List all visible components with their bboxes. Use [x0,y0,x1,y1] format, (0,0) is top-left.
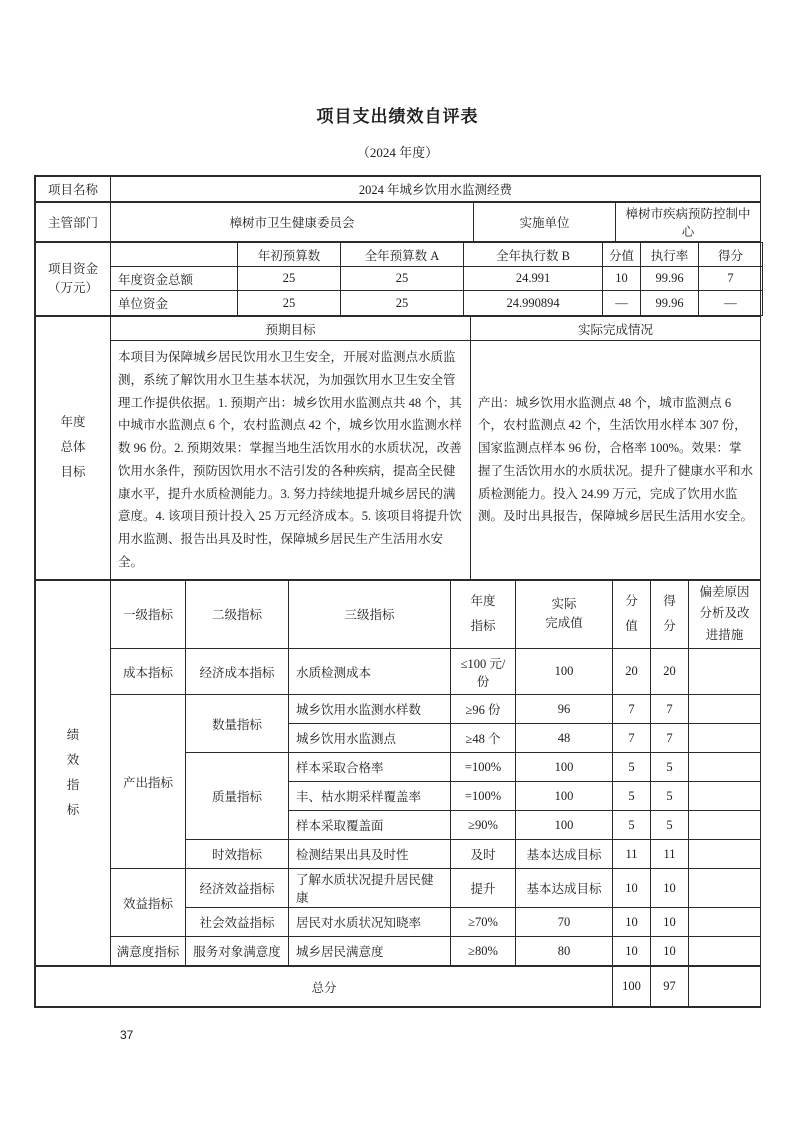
total-score-row [36,967,761,1007]
total-score-table [35,966,761,1007]
expected-goal-text: 本项目为保障城乡居民饮用水卫生安全，开展对监测点水质监测，系统了解饮用水卫生基本状况，为加强饮用水卫生安全管理工作提供依据。1. 预期产出：城乡饮用水监测点共 48 个，其中城市水监测点 6 个，农村监测点 42 个，城乡饮用水监测水样数 96 份。2. 预期效果：掌握当地生活饮用水的水质状况，改善饮用水条件，预防因饮用水不洁引发的各种疾病，提高全民健康水平，提升水质检测能力。3. 努力持续地提升城乡居民的满意度。4. 该项目预计投入 25 万元经济成本。5. 该项目将提升饮用水监测、报告出具及时性，保障城乡居民生产生活用水安全。 [111,341,471,580]
funding-row-label: 年度资金总额 [111,267,238,291]
page-subtitle: （2024 年度） [356,145,439,160]
actual-header-line1: 实际 [551,596,577,611]
dept-value-cell: 樟树市卫生健康委员会 [111,203,474,242]
actual-value-cell: 48 [516,724,613,753]
funding-rate-cell: 99.96 [641,291,699,316]
score-cell: 20 [651,649,689,695]
indicator-row [36,937,761,966]
level3-cell: 城乡居民满意度 [289,937,451,966]
weight-cell: 20 [613,649,651,695]
funding-blank-header-cell [111,243,238,267]
funding-col-header: 全年执行数 B [464,243,603,267]
level3-cell: 样本采取覆盖面 [289,811,451,840]
annual-target-cell: ≥70% [451,908,516,937]
funding-col-header: 执行率 [641,243,699,267]
deviation-cell [689,724,761,753]
indicators-side-label-cell [36,580,111,966]
deviation-cell [689,649,761,695]
dept-label-cell: 主管部门 [36,203,111,242]
score-cell: 10 [651,869,689,908]
level1-cell: 效益指标 [111,869,186,937]
score-header-cell [651,580,689,649]
funding-score-cell: 7 [699,267,763,291]
total-score-cell: 97 [651,967,689,1007]
actual-value-cell: 100 [516,753,613,782]
annual-target-cell: ≤100 元/份 [451,649,516,695]
funding-unit-row [36,291,763,316]
actual-result-header-cell: 实际完成情况 [471,317,761,341]
project-name-table [35,176,761,202]
weight-cell: 10 [613,908,651,937]
indicators-header-row [36,580,761,649]
level2-header-cell: 二级指标 [186,580,289,649]
annual-target-cell: ≥80% [451,937,516,966]
total-label-cell: 总分 [36,967,613,1007]
actual-value-cell: 80 [516,937,613,966]
level1-cell: 产出指标 [111,695,186,869]
document-sheet [34,0,761,1008]
deviation-cell [689,869,761,908]
annual-header-cell [451,580,516,649]
table-row [36,177,761,202]
annual-header-label: 年度指标 [470,594,496,634]
score-cell: 5 [651,753,689,782]
weight-cell: 5 [613,753,651,782]
deviation-cell [689,753,761,782]
weight-cell: 10 [613,937,651,966]
funding-weight-cell: — [603,291,641,316]
funding-col-header: 分值 [603,243,641,267]
funding-row-label: 单位资金 [111,291,238,316]
weight-cell: 11 [613,840,651,869]
funding-annual-cell: 25 [341,291,464,316]
level2-cell: 经济效益指标 [186,869,289,908]
score-cell: 11 [651,840,689,869]
evaluation-table [34,175,761,1008]
funding-side-label-line1: 项目资金 [47,261,98,276]
table-row [36,203,761,242]
impl-label-cell: 实施单位 [474,203,616,242]
deviation-header-label: 偏差原因分析及改进措施 [699,584,750,643]
funding-col-header: 年初预算数 [238,243,341,267]
indicators-table [35,580,761,967]
deviation-header-cell [689,580,761,649]
actual-header-cell [516,580,613,649]
level3-cell: 居民对水质状况知晓率 [289,908,451,937]
score-header-label: 得分 [663,594,676,634]
score-cell: 7 [651,724,689,753]
level1-cell: 成本指标 [111,649,186,695]
funding-table [35,242,763,316]
deviation-cell [689,782,761,811]
goals-header-row [36,317,761,341]
goals-content-row [36,341,761,580]
funding-initial-cell: 25 [238,267,341,291]
score-cell: 7 [651,695,689,724]
weight-cell: 10 [613,869,651,908]
project-name-value-cell: 2024 年城乡饮用水监测经费 [111,177,761,202]
level3-cell: 检测结果出具及时性 [289,840,451,869]
level2-cell: 数量指标 [186,695,289,753]
level3-cell: 样本采取合格率 [289,753,451,782]
weight-header-label: 分值 [625,594,638,634]
funding-executed-cell: 24.991 [464,267,603,291]
annual-target-cell: 提升 [451,869,516,908]
level3-cell: 水质检测成本 [289,649,451,695]
level3-cell: 了解水质状况提升居民健康 [289,869,451,908]
deviation-cell [689,840,761,869]
score-cell: 5 [651,782,689,811]
funding-side-label-line2: （万元） [47,281,98,295]
level2-cell: 服务对象满意度 [186,937,289,966]
funding-weight-cell: 10 [603,267,641,291]
funding-rate-cell: 99.96 [641,267,699,291]
actual-value-cell: 基本达成目标 [516,869,613,908]
actual-header-line2: 完成值 [545,616,583,631]
goals-table [35,316,761,580]
funding-header-row [36,243,763,267]
deviation-cell [689,937,761,966]
level3-cell: 城乡饮用水监测水样数 [289,695,451,724]
annual-target-cell: ≥90% [451,811,516,840]
deviation-cell [689,811,761,840]
actual-value-cell: 基本达成目标 [516,840,613,869]
goals-side-label: 年度总体目标 [60,415,86,480]
level2-cell: 社会效益指标 [186,908,289,937]
weight-cell: 5 [613,811,651,840]
page-number: 37 [120,1028,134,1042]
actual-result-text: 产出：城乡饮用水监测点 48 个，城市监测点 6 个，农村监测点 42 个，生活饮用水样本 307 份，国家监测点样本 96 份，合格率 100%。效果：掌握了生活饮用水的水质状况。提升了健康水平和水质检测能力。投入 24.99 万元，完成了饮用水监测。及时出具报告，保障城乡居民生活用水安全。 [471,341,761,580]
expected-goal-header-cell: 预期目标 [111,317,471,341]
level2-cell: 时效指标 [186,840,289,869]
funding-score-cell: — [699,291,763,316]
funding-annual-cell: 25 [341,267,464,291]
indicator-row [36,695,761,724]
score-cell: 5 [651,811,689,840]
annual-target-cell: =100% [451,753,516,782]
actual-value-cell: 70 [516,908,613,937]
score-cell: 10 [651,908,689,937]
level3-cell: 丰、枯水期采样覆盖率 [289,782,451,811]
indicator-row [36,649,761,695]
goals-side-label-cell [36,317,111,580]
actual-value-cell: 100 [516,649,613,695]
total-weight-cell: 100 [613,967,651,1007]
funding-side-label-cell [36,243,111,316]
weight-header-cell [613,580,651,649]
level3-header-cell: 三级指标 [289,580,451,649]
annual-target-cell: 及时 [451,840,516,869]
indicators-side-label: 绩效指标 [66,727,80,817]
funding-initial-cell: 25 [238,291,341,316]
annual-target-cell: =100% [451,782,516,811]
annual-target-cell: ≥48 个 [451,724,516,753]
weight-cell: 5 [613,782,651,811]
page-title: 项目支出绩效自评表 [316,107,479,126]
level1-cell: 满意度指标 [111,937,186,966]
deviation-cell [689,967,761,1007]
deviation-cell [689,695,761,724]
level1-header-cell: 一级指标 [111,580,186,649]
department-table [35,202,761,242]
score-cell: 10 [651,937,689,966]
weight-cell: 7 [613,695,651,724]
level2-cell: 经济成本指标 [186,649,289,695]
funding-executed-cell: 24.990894 [464,291,603,316]
deviation-cell [689,908,761,937]
indicator-row [36,869,761,908]
project-name-label-cell: 项目名称 [36,177,111,202]
weight-cell: 7 [613,724,651,753]
actual-value-cell: 100 [516,782,613,811]
impl-value-cell: 樟树市疾病预防控制中心 [616,203,761,242]
funding-col-header: 全年预算数 A [341,243,464,267]
annual-target-cell: ≥96 份 [451,695,516,724]
level2-cell: 质量指标 [186,753,289,840]
actual-value-cell: 100 [516,811,613,840]
level3-cell: 城乡饮用水监测点 [289,724,451,753]
funding-col-header: 得分 [699,243,763,267]
funding-total-row [36,267,763,291]
actual-value-cell: 96 [516,695,613,724]
